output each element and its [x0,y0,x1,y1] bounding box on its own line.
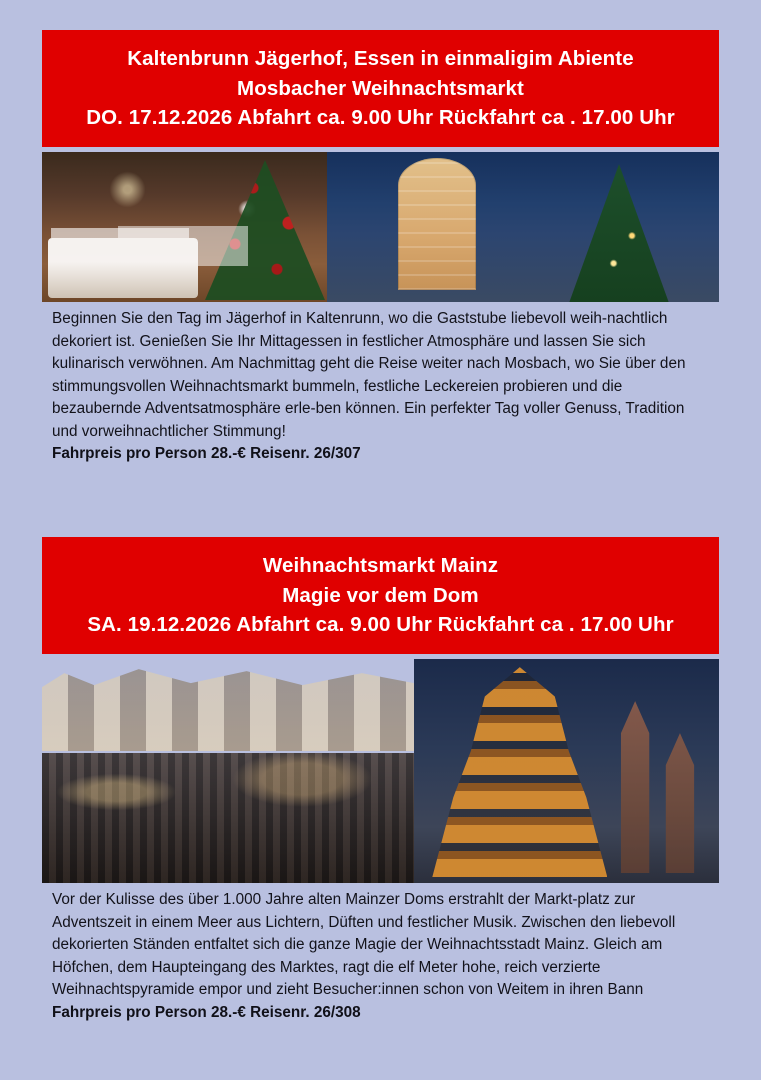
christmas-pyramid-photo [414,659,719,883]
offer-title-line-1: Weihnachtsmarkt Mainz [262,554,499,577]
offer-photo-strip [42,659,719,883]
mainz-market-crowd-photo [42,659,414,883]
offer-title-line-2: Magie vor dem Dom [282,583,479,607]
offer-description-block [52,889,712,1024]
offer-card-kaltenbrunn [0,30,761,466]
offer-price-line: Fahrpreis pro Person 28.-€ Reisenr. 26/307 [52,445,361,463]
restaurant-interior-photo [42,152,327,302]
offer-headline-banner [42,537,719,654]
offer-card-mainz [0,537,761,1024]
offer-description-block [52,308,712,465]
offer-description: Beginnen Sie den Tag im Jägerhof in Kaltenrunn, wo die Gaststube liebevoll weih-nachtlich dekoriert ist. Genießen Sie Ihr Mittagessen in festlicher Atmosphäre und lassen Sie sich kulinarisch verwöhnen. Am Nachmittag geht die Reise weiter nach Mosbach, wo Sie über den stimmungsvollen Weihnachtsmarkt bummeln, festliche Leckereien probieren und die bezaubernde Adventsatmosphäre erle-ben können. Ein perfekter Tag voller Genuss, Tradition und vorweihnachtlicher Stimmung! [52,310,686,440]
offer-date-line: SA. 19.12.2026 Abfahrt ca. 9.00 Uhr Rückfahrt ca . 17.00 Uhr [87,613,674,637]
offer-photo-strip [42,152,719,302]
mosbach-town-square-photo [327,152,719,302]
offer-date-line: DO. 17.12.2026 Abfahrt ca. 9.00 Uhr Rückfahrt ca . 17.00 Uhr [86,106,675,130]
offer-price-line: Fahrpreis pro Person 28.-€ Reisenr. 26/308 [52,1003,361,1021]
offer-title-line-1: Kaltenbrunn Jägerhof, Essen in einmaligim Abiente [127,47,634,70]
offer-headline-banner [42,30,719,147]
offer-title-line-2: Mosbacher Weihnachtsmarkt [237,76,524,100]
offer-description: Vor der Kulisse des über 1.000 Jahre alten Mainzer Doms erstrahlt der Markt-platz zur Adventszeit in einem Meer aus Lichtern, Düften und festlicher Musik. Zwischen den liebevoll dekorierten Ständen entfaltet sich die ganze Magie der Weihnachtsstadt Mainz. Gleich am Höfchen, dem Haupteingang des Marktes, ragt die elf Meter hohe, reich verzierte Weihnachtspyramide empor und zieht Besucher:innen schon von Weitem in ihren Bann [52,891,676,999]
